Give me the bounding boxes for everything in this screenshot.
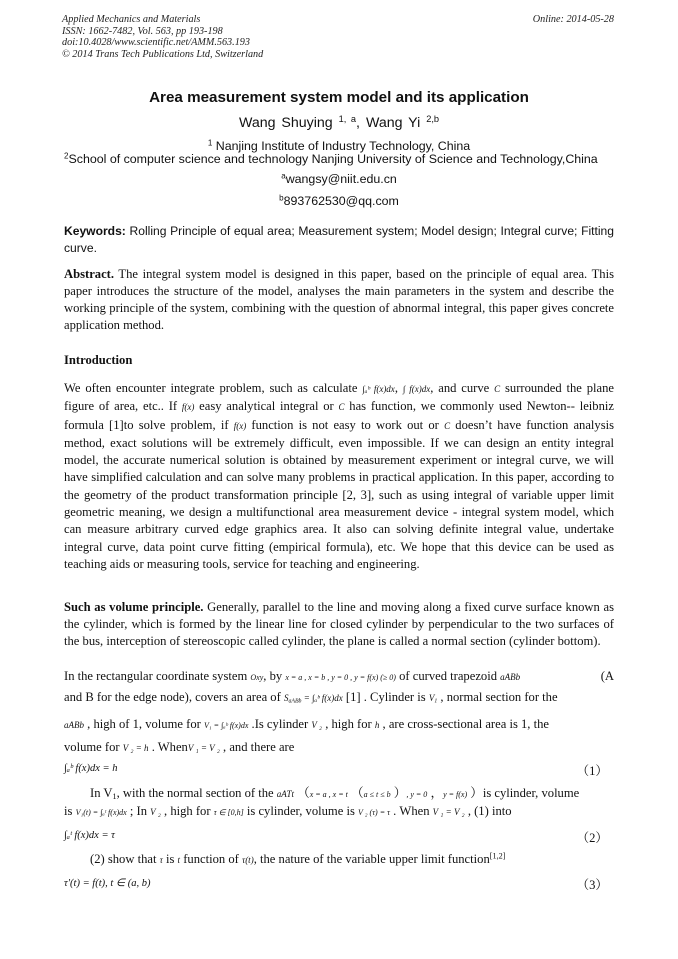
line-text: [1] . Cylinder is [342,690,429,704]
line-text: .Is cylinder [248,717,312,731]
issn-line: ISSN: 1662-7482, Vol. 563, pp 193-198 [62,25,223,37]
journal-header [62,14,263,60]
author-line [0,115,678,131]
formula-tau-of-t: τ(t) [241,855,254,865]
intro-text: doesn’t have function analysis method, exact solutions will be extremely difficult, even impossible. If we can design an entity integral model, the accurate numerical solution is obtained by measurement experiment or integral curve, we will have simplified calculation and can solve many problems in practical application. In this paper, according to the geometry of the product transformation principle [2, 3], such as using integral of variable upper limit geometric meaning, we design a multifunctional area measurement device - integral system model, which can measure arbitrary curved edge graphics area. It also can solving definite integral value, undertake integral curve, data point curve fitting (empirical formula), etc. We hope that this device can be used as teaching aids or measuring tools, service for teaching and engineering. [64,417,615,571]
formula-fx: f(x) [181,402,195,413]
formula-v1 [429,693,437,703]
keywords-text: Rolling Principle of equal area; Measurement system; Model design; Integral curve; Fitting curve. [64,224,614,255]
formula-indefinite-integral: ∫ f(x)dx [402,384,431,394]
text-line [64,851,614,869]
line-text: , by [263,669,286,683]
line-text: , are cross-sectional area is 1, the [379,717,549,731]
formula-tau: τ [159,855,163,865]
intro-text: surrounded the plane figure of area, etc.. If [64,381,615,414]
affiliation-1-text: Nanjing Institute of Industry Technology, China [215,139,471,153]
line-text: of curved trapezoid [395,669,501,683]
equation-1-number: （1） [576,764,608,778]
line-text: ）is cylinder, volume [467,786,580,800]
email-1 [0,172,678,186]
intro-text: easy analytical integral or [194,399,339,414]
line-text: In the rectangular coordinate system [64,669,251,683]
affiliation-2-text: School of computer science and technology Nanjing University of Science and Technology,China [68,152,598,166]
line-text: , high for [322,717,375,731]
formula-v1-volume: V₁ = ∫ₐᵇ f(x)dx [203,721,249,730]
formula-v1-of-t: V₁(t) = ∫ₐᵗ f(x)dx [75,808,127,817]
formula-v-symbol: V [428,693,435,703]
line-text: , high for [160,804,214,818]
affiliation-2-mark: 2 [64,151,69,161]
author-2: Wang Yi [365,115,421,131]
doi-line: doi:10.4028/www.scientific.net/AMM.563.193 [62,37,250,49]
formula-aatt: aATt [276,789,294,799]
intro-text: has function, we commonly used Newton-- leibniz formula [1]to solve problem, if [64,399,614,432]
text-line [64,668,614,686]
line-text: , with the normal section of the [116,786,277,800]
author-1: Wang Shuying [238,115,333,131]
intro-text: , [394,381,403,395]
formula-area [284,693,343,703]
formula-v2-equals-h: V ₂ = h [122,743,149,753]
author-separator: , [356,115,360,131]
line-text: ） [390,786,407,800]
equation-3: τ′(t) = f(t), t ∈ (a, b) [64,878,151,889]
equation-2: ∫ₐᵗ f(x)dx = τ [64,830,115,841]
line-text: （ [293,786,310,800]
line-text: volume for [64,740,123,754]
formula-aabb: aABb [64,720,84,730]
paper-title: Area measurement system model and its application [149,89,529,106]
equation-1: ∫ₐᵇ f(x)dx = h [64,763,118,774]
formula-t: t [177,855,181,865]
text-line [64,716,614,734]
email-1-text: wangsy@niit.edu.cn [285,172,397,186]
introduction-heading: Introduction [64,353,133,367]
text-line [64,689,614,707]
author-2-affil: 2,b [426,113,440,124]
formula-boundaries: x = a , x = b , y = 0 , y = f(x) (≥ 0) [285,673,396,682]
line-text: ， [427,786,444,800]
text-line [64,785,614,803]
volume-principle-paragraph [64,599,614,650]
formula-y0: , y = 0 [406,790,428,799]
line-text: (A [600,669,614,683]
email-1-mark: a [281,171,286,181]
keywords [64,223,614,257]
formula-fx: f(x) [233,420,247,431]
affiliation-1-mark: 1 [207,138,213,148]
citation-1-2: [1,2] [489,851,506,861]
line-text: and B for the edge node), covers an area of [64,690,284,704]
equation-3-number: （3） [576,878,608,892]
formula-curve-c: C [338,402,345,413]
formula-v2: V ₂ [311,720,323,730]
author-1-affil: 1, a [338,113,357,124]
journal-name: Applied Mechanics and Materials [62,14,201,25]
line-text: In V [90,786,113,800]
equation-2-number: （2） [576,831,608,845]
formula-area-sub: aABb [288,698,302,705]
formula-v2: V ₂ [150,807,161,817]
abstract-label: Abstract. [64,267,115,281]
text-line [64,803,614,821]
formula-h: h [374,720,380,730]
online-date: Online: 2014-05-28 [532,14,614,25]
line-text: function of [180,852,242,866]
line-text: （ [347,786,364,800]
affiliation-1 [0,139,678,153]
intro-text: function is not easy to work out or [246,417,445,432]
line-text: , (1) into [464,804,512,818]
line-text: is [64,804,76,818]
formula-yfx: y = f(x) [443,790,468,799]
formula-t-range: a ≤ t ≤ b [363,790,391,799]
email-2-text: 893762530@qq.com [283,194,399,208]
abstract-text: The integral system model is designed in this paper, based on the principle of equal area. This paper introduces the structure of the model, analyses the main parameters in the system and describe the working principle of the system, combining with the question of abnormal integral, this paper gives concrete application method. [64,267,614,332]
line-text: . When [389,804,433,818]
intro-text: We often encounter integrate problem, such as calculate [64,381,363,395]
line-text: ; In [126,804,151,818]
email-2 [0,194,678,208]
formula-curve-c: C [444,420,451,431]
copyright-line: © 2014 Trans Tech Publications Ltd, Switzerland [62,48,264,60]
introduction-paragraph [64,380,614,573]
formula-oxy: Oxy [250,673,264,682]
formula-definite-integral: ∫ₐᵇ f(x)dx [362,384,395,394]
formula-tau-range: τ ∈ [0,h] [213,808,244,817]
formula-aabb: aABb [500,672,521,682]
formula-curve-c: C [494,384,501,394]
line-text: , and there are [219,740,295,754]
formula-v1-equals-v2: V ₁ = V ₂ [187,743,220,753]
formula-area-symbol: S [283,693,289,703]
keywords-label: Keywords: [64,224,126,238]
volume-principle-label: Such as volume principle. [64,600,204,614]
formula-area-integral: = ∫ₐᵇ f(x)dx [301,693,343,703]
formula-v2-of-tau: V ₂ (τ) = τ [358,808,390,817]
line-text: is cylinder, volume is [243,804,358,818]
intro-text: , and curve [430,381,495,395]
formula-bounds: x = a , x = t [309,790,348,799]
text-line [64,739,614,757]
line-text: is [162,852,178,866]
line-text: , normal section for the [437,690,558,704]
line-text: , high of 1, volume for [84,717,204,731]
affiliation-2 [64,152,624,166]
line-text: , the nature of the variable upper limit function [253,852,490,866]
abstract [64,266,614,334]
email-2-mark: b [279,193,284,203]
formula-v-sub: 1 [434,698,438,705]
formula-v1-equals-v2: V ₁ = V ₂ [432,807,465,817]
line-text: . When [148,740,188,754]
line-text: (2) show that [90,852,160,866]
volume-principle-text: Generally, parallel to the line and moving along a fixed curve surface known as the cylinder, which is formed by the linear line for closed cylinder by perpendicular to the two surfaces of the bus, interception of stereoscopic called cylinder, the plane is called a normal section (cylinder bottom). [64,600,614,648]
v1-subscript: 1 [112,792,117,802]
